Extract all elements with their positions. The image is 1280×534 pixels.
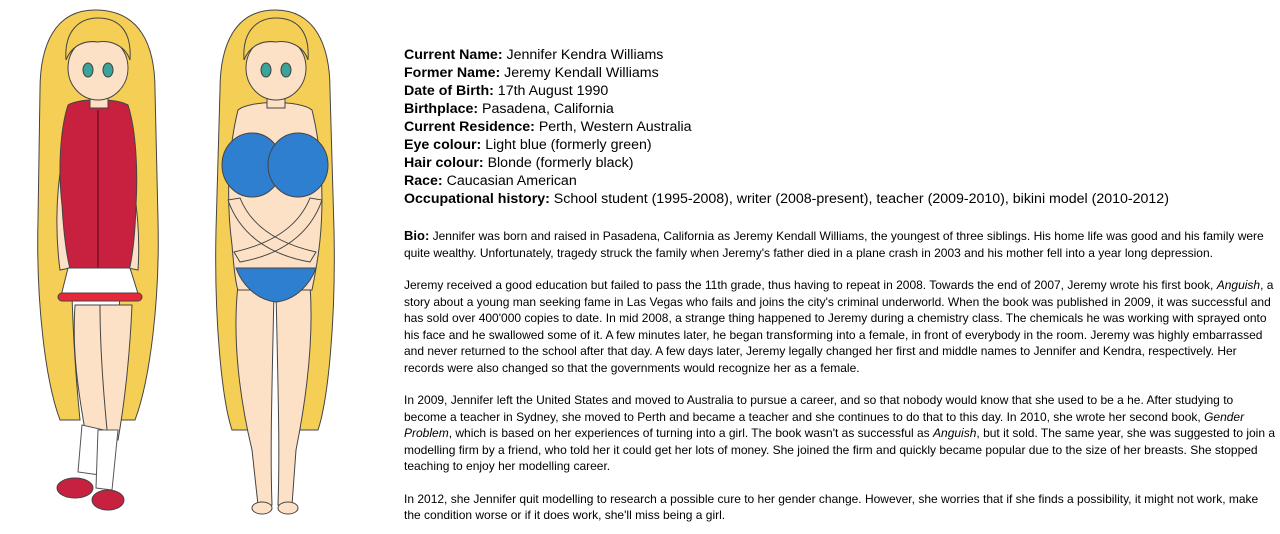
field-label: Date of Birth: bbox=[404, 83, 494, 99]
field-label: Current Residence: bbox=[404, 119, 535, 135]
profile-field bbox=[404, 46, 1276, 64]
book-title: Anguish bbox=[1216, 278, 1261, 292]
profile-field bbox=[404, 100, 1276, 118]
bio-paragraph-3 bbox=[404, 392, 1276, 475]
profile-field bbox=[404, 118, 1276, 136]
bio-paragraph-1 bbox=[404, 228, 1276, 261]
field-value: Jennifer Kendra Williams bbox=[502, 47, 664, 63]
field-value: Pasadena, California bbox=[478, 101, 614, 117]
field-label: Hair colour: bbox=[404, 155, 484, 171]
shoe-left bbox=[57, 478, 93, 498]
bikini-top-right bbox=[268, 133, 328, 197]
profile-field bbox=[404, 136, 1276, 154]
bio-paragraph-2 bbox=[404, 277, 1276, 376]
profile-field bbox=[404, 64, 1276, 82]
field-value: Light blue (formerly green) bbox=[481, 137, 652, 153]
field-value: Jeremy Kendall Williams bbox=[500, 65, 659, 81]
profile-field bbox=[404, 172, 1276, 190]
book-title: Anguish bbox=[933, 426, 977, 440]
field-value: Caucasian American bbox=[442, 173, 577, 189]
skirt-band bbox=[58, 293, 142, 301]
bio-label: Bio: bbox=[404, 228, 430, 243]
field-label: Race: bbox=[404, 173, 443, 189]
field-value: Perth, Western Australia bbox=[534, 119, 692, 135]
field-label: Eye colour: bbox=[404, 137, 482, 153]
field-value: Blonde (formerly black) bbox=[483, 155, 634, 171]
profile-field bbox=[404, 190, 1276, 208]
profile-field bbox=[404, 82, 1276, 100]
bio-text: Jennifer was born and raised in Pasadena, California as Jeremy Kendall Williams, the youngest of three siblings. His home life was good and his family were quite wealthy. Unfortunately, tragedy struck the family when Jeremy's father died in a plane crash in 2003 and his mother fell into a year long depression. bbox=[404, 229, 1264, 260]
character-bikini bbox=[216, 10, 335, 514]
shoe-right bbox=[92, 490, 124, 510]
field-label: Birthplace: bbox=[404, 101, 479, 117]
bio-text: In 2009, Jennifer left the United States and moved to Australia to pursue a career, and so that nobody would know that she used to be a he. After studying to become a teacher in Sydney, she moved to Perth and became a teacher and she continues to do that to this day. In 2010, she wrote her second book, bbox=[404, 393, 1234, 424]
profile-fields bbox=[404, 46, 1276, 208]
bio-text: , a story about a young man seeking fame in Las Vegas who fails and joins the city's criminal underworld. When the book was published in 2009, it was successful and has sold over 400'000 copies to date. In mid 2008, a strange thing happened to Jeremy during a chemistry class. The chemicals he was working with sprayed onto his face and he swallowed some of it. A few minutes later, he began transforming into a female, in front of everybody in the room. Jeremy was highly embarrassed and never returned to the school after that day. A few days later, Jeremy legally changed her first and middle names to Jennifer and Kendra, respectively. Her records were also changed so that the governments would recognize her as a female. bbox=[404, 278, 1274, 375]
profile-field bbox=[404, 154, 1276, 172]
biography bbox=[404, 228, 1276, 524]
bio-text: , but it sold. The same year, she was suggested to join a modelling firm by a friend, who told her it could get her lots of money. She joined the firm and quickly became popular due to the size of her breasts. She stopped teaching to enjoy her modelling career. bbox=[404, 426, 1276, 473]
bio-paragraph-4: In 2012, she Jennifer quit modelling to research a possible cure to her gender change. However, she worries that if she finds a possibility, it might not work, make the condition worse or if it does work, she'll miss being a girl. bbox=[404, 491, 1259, 522]
field-label: Current Name: bbox=[404, 47, 503, 63]
field-value: 17th August 1990 bbox=[493, 83, 609, 99]
bio-text: Jeremy received a good education but failed to pass the 11th grade, thus having to repeat in 2008. Towards the end of 2007, Jeremy wrote his first book, bbox=[404, 278, 1217, 292]
character-profile bbox=[404, 46, 1276, 524]
sock-right bbox=[96, 430, 118, 490]
book-title: Gender Problem bbox=[404, 409, 1245, 440]
field-label: Occupational history: bbox=[404, 191, 550, 207]
field-label: Former Name: bbox=[404, 65, 501, 81]
leg-left bbox=[236, 285, 274, 505]
character-illustration bbox=[0, 0, 390, 534]
character-clothed bbox=[38, 10, 159, 510]
bio-text: , which is based on her experiences of turning into a girl. The book wasn't as successful as bbox=[448, 426, 934, 440]
field-value: School student (1995-2008), writer (2008-present), teacher (2009-2010), bikini model (2010-2012) bbox=[549, 191, 1169, 207]
